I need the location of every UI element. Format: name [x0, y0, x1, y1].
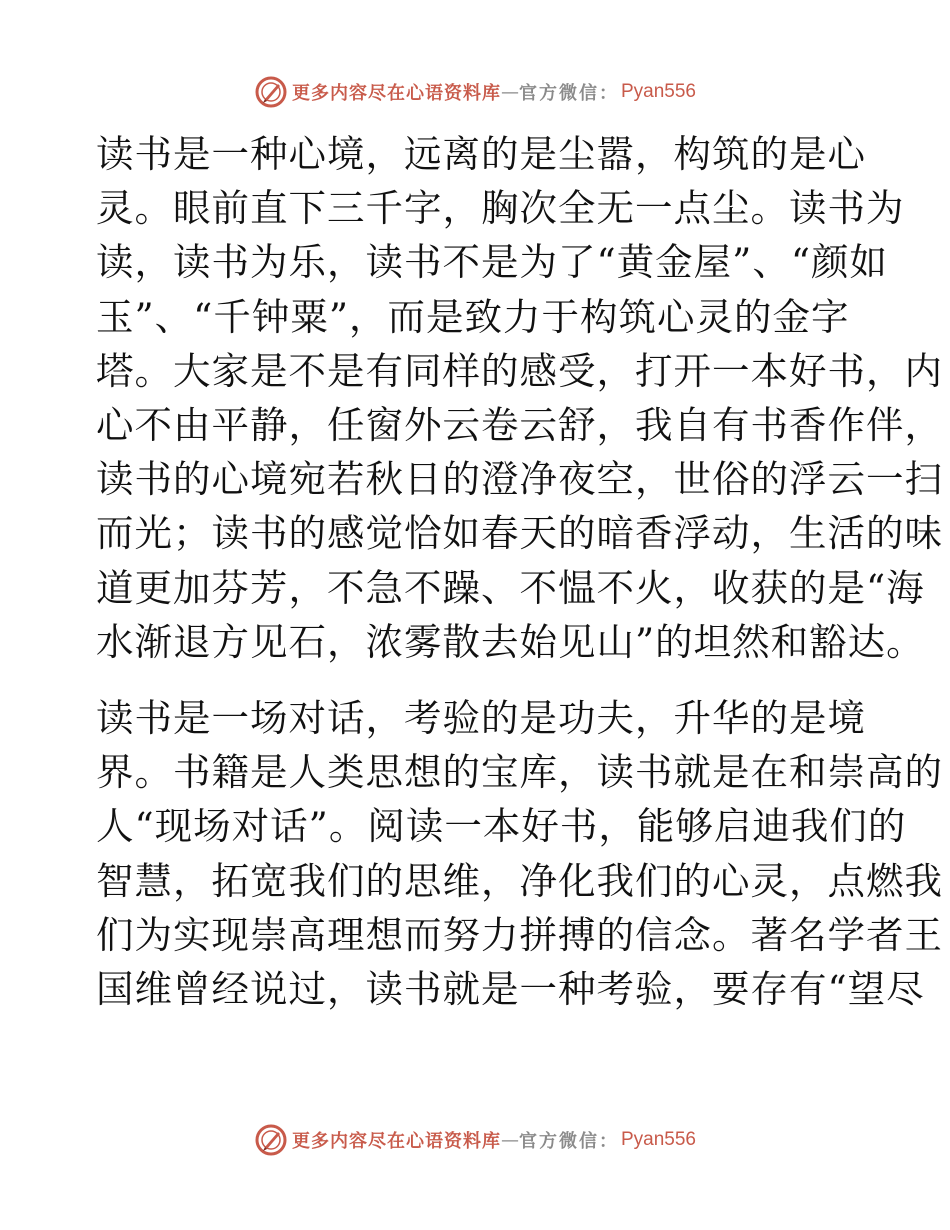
footer-watermark	[0, 1120, 950, 1160]
text-line: 而光；读书的感觉恰如春天的暗香浮动，生活的味	[96, 511, 943, 556]
document-body	[96, 127, 943, 1016]
watermark-separator: —	[500, 1129, 519, 1151]
text-line: 玉”、“千钟粟”，而是致力于构筑心灵的金字	[96, 294, 850, 339]
paragraph-2	[96, 691, 943, 1016]
watermark-label: 官方微信：	[518, 1131, 619, 1152]
text-line: 道更加芬芳，不急不躁、不愠不火，收获的是“海	[96, 565, 925, 610]
watermark-label: 官方微信：	[518, 83, 619, 104]
header-watermark	[0, 72, 950, 112]
text-line: 心不由平静，任窗外云卷云舒，我自有书香作伴，	[96, 403, 943, 448]
watermark-main-text: 更多内容尽在心语资料库	[291, 83, 501, 104]
text-line: 读书的心境宛若秋日的澄净夜空，世俗的浮云一扫	[96, 457, 943, 502]
text-line: 读书是一场对话，考验的是功夫，升华的是境	[96, 696, 866, 741]
text-line: 水渐退方见石，浓雾散去始见山”的坦然和豁达。	[96, 619, 925, 664]
text-line: 智慧，拓宽我们的思维，净化我们的心灵，点燃我	[96, 858, 943, 903]
watermark-wechat-id: Pyan556	[620, 1129, 696, 1150]
pen-logo-icon	[254, 75, 288, 109]
text-line: 读，读书为乐，读书不是为了“黄金屋”、“颜如	[96, 240, 889, 285]
pen-logo-icon	[254, 1123, 288, 1157]
text-line: 界。书籍是人类思想的宝库，读书就是在和崇高的	[96, 750, 943, 795]
text-line: 人“现场对话”。阅读一本好书，能够启迪我们的	[96, 804, 907, 849]
watermark-main-text: 更多内容尽在心语资料库	[291, 1131, 501, 1152]
text-line: 们为实现崇高理想而努力拼搏的信念。著名学者王	[96, 912, 943, 957]
watermark-wechat-id: Pyan556	[620, 81, 696, 102]
text-line: 塔。大家是不是有同样的感受，打开一本好书，内	[96, 348, 943, 393]
paragraph-1	[96, 127, 943, 669]
watermark-separator: —	[500, 81, 519, 103]
text-line: 国维曾经说过，读书就是一种考验，要存有“望尽	[96, 967, 925, 1012]
text-line: 读书是一种心境，远离的是尘嚣，构筑的是心	[96, 132, 866, 176]
text-line: 灵。眼前直下三千字，胸次全无一点尘。读书为	[96, 186, 905, 231]
